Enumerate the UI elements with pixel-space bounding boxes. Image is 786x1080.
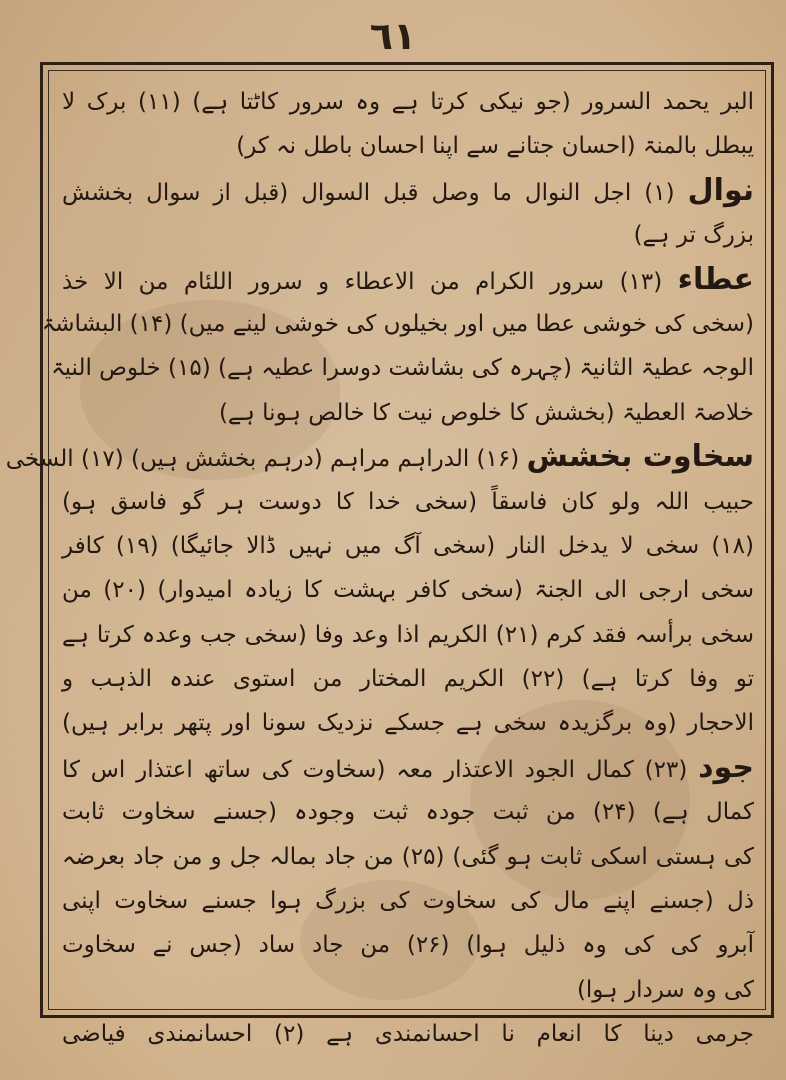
text-line bbox=[62, 80, 754, 124]
line-text: آبرو کی کی وہ ذلیل ہوا) (۲۶) من جاد ساد (جس نے سخاوت bbox=[62, 932, 754, 959]
line-text: سخی برأسہ فقد کرم (۲۱) الکریم اذا وعد وفا (سخی جب وعدہ کرتا ہے bbox=[62, 621, 754, 648]
section-heading: عطاء bbox=[677, 261, 754, 297]
line-text: ذل (جسنے اپنے مال کی سخاوت کی بزرگ ہوا جسنے سخاوت اپنی bbox=[62, 888, 754, 915]
text-line bbox=[62, 213, 754, 257]
text-line bbox=[62, 790, 754, 834]
line-text: (سخی کی خوشی عطا میں اور بخیلوں کی خوشی لینے میں) (۱۴) البشاشۃ bbox=[41, 310, 754, 337]
text-line bbox=[62, 568, 754, 612]
line-text: سخی ارجی الی الجنۃ (سخی کافر بہشت کا زیادہ امیدوار) (۲۰) من bbox=[62, 577, 754, 604]
text-line bbox=[62, 879, 754, 923]
section-heading: سخاوت بخشش bbox=[526, 439, 754, 475]
text-line bbox=[5, 435, 754, 479]
line-text: یبطل بالمنۃ (احسان جتانے سے اپنا احسان باطل نہ کر) bbox=[236, 133, 754, 160]
text-line bbox=[62, 169, 754, 213]
line-text: الاحجار (وہ برگزیدہ سخی ہے جسکے نزدیک سونا اور پتھر برابر ہیں) bbox=[62, 710, 754, 737]
line-text: جرمی دینا کا انعام نا احسانمندی ہے (۲) احسانمندی فیاضی bbox=[62, 1021, 754, 1048]
text-line bbox=[62, 746, 754, 790]
line-text: (۲۳) کمال الجود الاعتذار معہ (سخاوت کی ساتھ اعتذار اس کا bbox=[62, 756, 688, 783]
line-text: خلاصۃ العطیۃ (بخشش کا خلوص نیت کا خالص ہونا ہے) bbox=[218, 399, 754, 426]
text-line bbox=[62, 657, 754, 701]
text-line bbox=[62, 701, 754, 745]
body-text bbox=[5, 80, 755, 1048]
line-text: (۱) اجل النوال ما وصل قبل السوال (قبل از سوال بخشش bbox=[62, 179, 675, 206]
text-line bbox=[62, 391, 754, 435]
text-line bbox=[41, 302, 754, 346]
text-line bbox=[62, 968, 754, 1012]
line-text: کمال ہے) (۲۴) من ثبت جودہ ثبت وجودہ (جسنے سخاوت ثابت bbox=[62, 799, 754, 826]
line-text: بزرگ تر ہے) bbox=[633, 222, 754, 249]
text-line bbox=[62, 923, 754, 967]
section-heading: جود bbox=[698, 749, 754, 785]
text-line bbox=[62, 613, 754, 657]
text-line bbox=[62, 480, 754, 524]
line-text: (۱۸) سخی لا یدخل النار (سخی آگ میں نہیں ڈالا جائیگا) (۱۹) کافر bbox=[62, 532, 754, 559]
text-line bbox=[62, 835, 754, 879]
text-line bbox=[62, 524, 754, 568]
line-text: البر يحمد السرور (جو نیکی کرتا ہے وہ سرور کاٹتا ہے) (۱۱) برک لا bbox=[62, 89, 754, 115]
text-line bbox=[51, 346, 754, 390]
line-text: کی وہ سردار ہوا) bbox=[576, 976, 754, 1003]
text-line bbox=[62, 258, 754, 302]
line-text: کی ہستی اسکی ثابت ہو گئی) (۲۵) من جاد بمالہ جل و من جاد بعرضہ bbox=[62, 843, 754, 870]
text-line bbox=[62, 124, 754, 168]
line-text: (۱۳) سرور الکرام من الاعطاء و سرور اللئام من الا خذ bbox=[62, 268, 663, 295]
page-number: ٦١ bbox=[369, 14, 417, 58]
line-text: (۱۶) الدراہم مراہم (درہم بخشش ہیں) (۱۷) السخی bbox=[5, 446, 520, 473]
line-text: تو وفا کرتا ہے) (۲۲) الکریم المختار من استوی عندہ الذہب و bbox=[62, 666, 754, 693]
line-text: حبیب اللہ ولو کان فاسقاً (سخی خدا کا دوست ہر گو فاسق ہو) bbox=[62, 488, 754, 515]
text-line bbox=[62, 1012, 754, 1056]
line-text: الوجہ عطیۃ الثانیۃ (چہرہ کی بشاشت دوسرا عطیہ ہے) (۱۵) خلوص النیۃ bbox=[51, 355, 754, 382]
section-heading: نوال bbox=[687, 172, 755, 208]
